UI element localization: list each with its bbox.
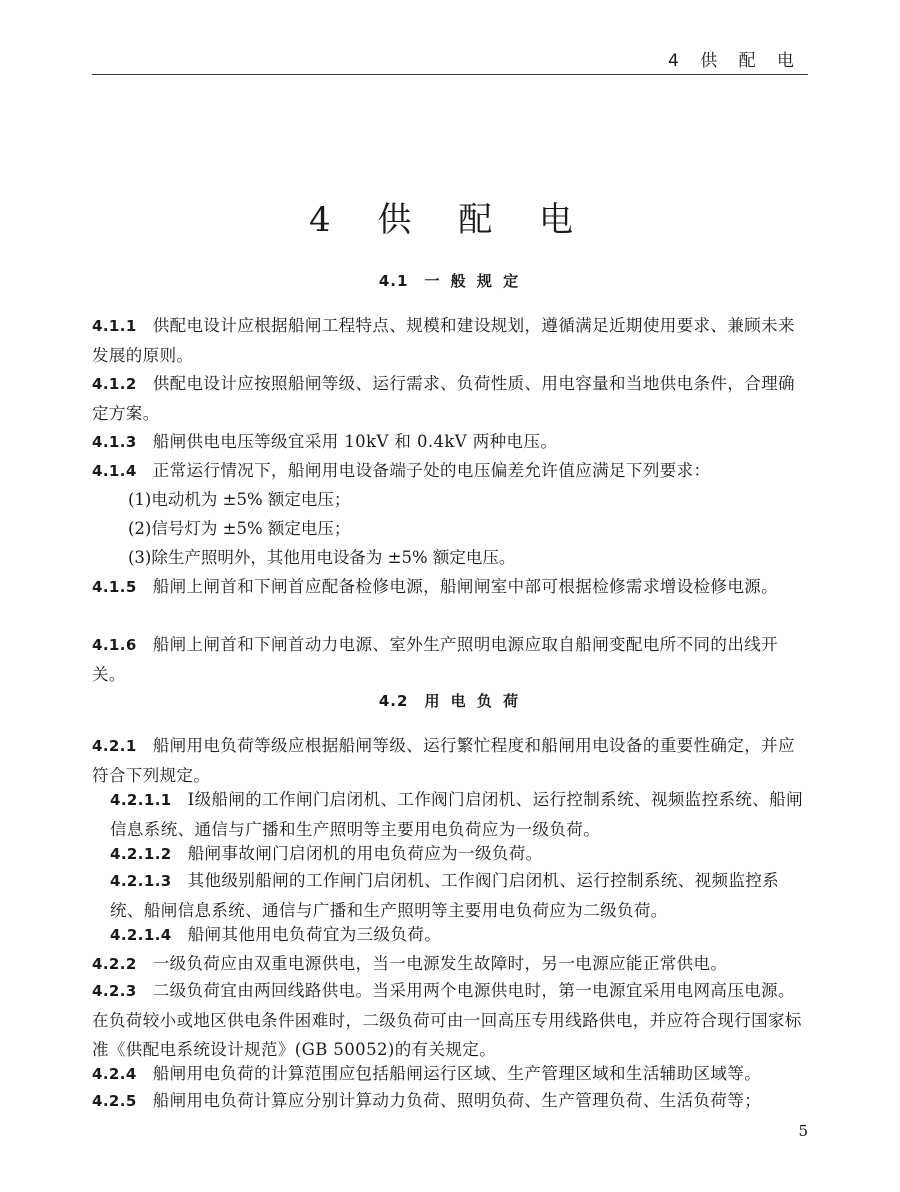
clause-4-1-3 (92, 427, 808, 457)
clause-text: Ⅰ级船闸的工作闸门启闭机、工作阀门启闭机、运行控制系统、视频监控系统、船闸信息系统、通信与广播和生产照明等主要用电负荷应为一级负荷。 (110, 790, 803, 839)
clause-text: 船闸用电负荷计算应分别计算动力负荷、照明负荷、生产管理负荷、生活负荷等； (152, 1091, 762, 1110)
clause-number: 4.1.5 (92, 578, 137, 596)
clause-4-2-3 (92, 976, 808, 1064)
section-title-4-1 (0, 270, 900, 291)
list-item-voltage-3: (3)除生产照明外，其他用电设备为 ±5% 额定电压。 (128, 548, 516, 567)
clause-number: 4.1.3 (92, 433, 137, 451)
clause-number: 4.1.4 (92, 462, 137, 480)
clause-4-1-5 (92, 572, 808, 602)
section-number: 4.1 (378, 272, 409, 290)
clause-text: 船闸用电负荷等级应根据船闸等级、运行繁忙程度和船闸用电设备的重要性确定，并应符合下列规定。 (92, 736, 795, 785)
section-number: 4.2 (378, 692, 409, 710)
clause-4-1-6 (92, 630, 808, 689)
clause-text: 船闸事故闸门启闭机的用电负荷应为一级负荷。 (187, 844, 543, 863)
clause-number: 4.2.4 (92, 1065, 137, 1083)
clause-number: 4.2.1.2 (110, 845, 172, 863)
clause-text: 船闸上闸首和下闸首应配备检修电源，船闸闸室中部可根据检修需求增设检修电源。 (152, 577, 779, 596)
list-item-voltage-1: (1)电动机为 ±5% 额定电压； (128, 490, 351, 509)
clause-text: 供配电设计应按照船闸等级、运行需求、负荷性质、用电容量和当地供电条件，合理确定方案。 (92, 374, 795, 423)
section-heading: 一 般 规 定 (424, 272, 522, 290)
clause-text: 船闸其他用电负荷宜为三级负荷。 (187, 925, 442, 944)
clause-number: 4.2.1.1 (110, 791, 172, 809)
clause-4-2-5 (92, 1086, 808, 1116)
clause-4-2-1-4 (92, 920, 808, 950)
clause-number: 4.1.1 (92, 317, 137, 335)
clause-number: 4.2.2 (92, 955, 137, 973)
clause-text: 船闸上闸首和下闸首动力电源、室外生产照明电源应取自船闸变配电所不同的出线开关。 (92, 635, 779, 684)
clause-4-2-1-3 (92, 866, 808, 925)
clause-4-1-1 (92, 311, 808, 370)
clause-text: 船闸用电负荷的计算范围应包括船闸运行区域、生产管理区域和生活辅助区域等。 (152, 1064, 762, 1083)
clause-number: 4.2.5 (92, 1092, 137, 1110)
list-item-voltage-2: (2)信号灯为 ±5% 额定电压； (128, 519, 351, 538)
clause-4-2-1-2 (92, 839, 808, 869)
clause-text: 正常运行情况下，船闸用电设备端子处的电压偏差允许值应满足下列要求： (152, 461, 711, 480)
clause-number: 4.1.6 (92, 636, 137, 654)
clause-text: 其他级别船闸的工作闸门启闭机、工作阀门启闭机、运行控制系统、视频监控系统、船闸信息系统、通信与广播和生产照明等主要用电负荷应为二级负荷。 (110, 871, 780, 920)
clause-4-1-2 (92, 369, 808, 428)
clause-4-2-4 (92, 1059, 808, 1089)
clause-number: 4.2.3 (92, 982, 137, 1000)
clause-4-2-1-1 (92, 785, 808, 844)
clause-4-2-1 (92, 731, 808, 790)
clause-text: 供配电设计应根据船闸工程特点、规模和建设规划，遵循满足近期使用要求、兼顾未来发展的原则。 (92, 316, 795, 365)
section-title-4-2 (0, 690, 900, 711)
clause-4-2-2 (92, 949, 808, 979)
clause-text: 一级负荷应由双重电源供电，当一电源发生故障时，另一电源应能正常供电。 (152, 954, 728, 973)
running-header-title: 4 供 配 电 (667, 51, 802, 71)
clause-4-1-4 (92, 456, 808, 486)
clause-number: 4.1.2 (92, 375, 137, 393)
chapter-title: 4 供 配 电 (308, 200, 592, 240)
clause-number: 4.2.1 (92, 737, 137, 755)
clause-text: 船闸供电电压等级宜采用 10kV 和 0.4kV 两种电压。 (152, 432, 558, 451)
clause-number: 4.2.1.3 (110, 872, 172, 890)
clause-text: 二级负荷宜由两回线路供电。当采用两个电源供电时，第一电源宜采用电网高压电源。在负荷较小或地区供电条件困难时，二级负荷可由一回高压专用线路供电，并应符合现行国家标准《供配电系统设计规范》(GB 50052)的有关规定。 (92, 981, 802, 1059)
clause-number: 4.2.1.4 (110, 926, 172, 944)
running-header (92, 44, 808, 75)
section-heading: 用 电 负 荷 (424, 692, 522, 710)
page-number: 5 (798, 1122, 808, 1140)
